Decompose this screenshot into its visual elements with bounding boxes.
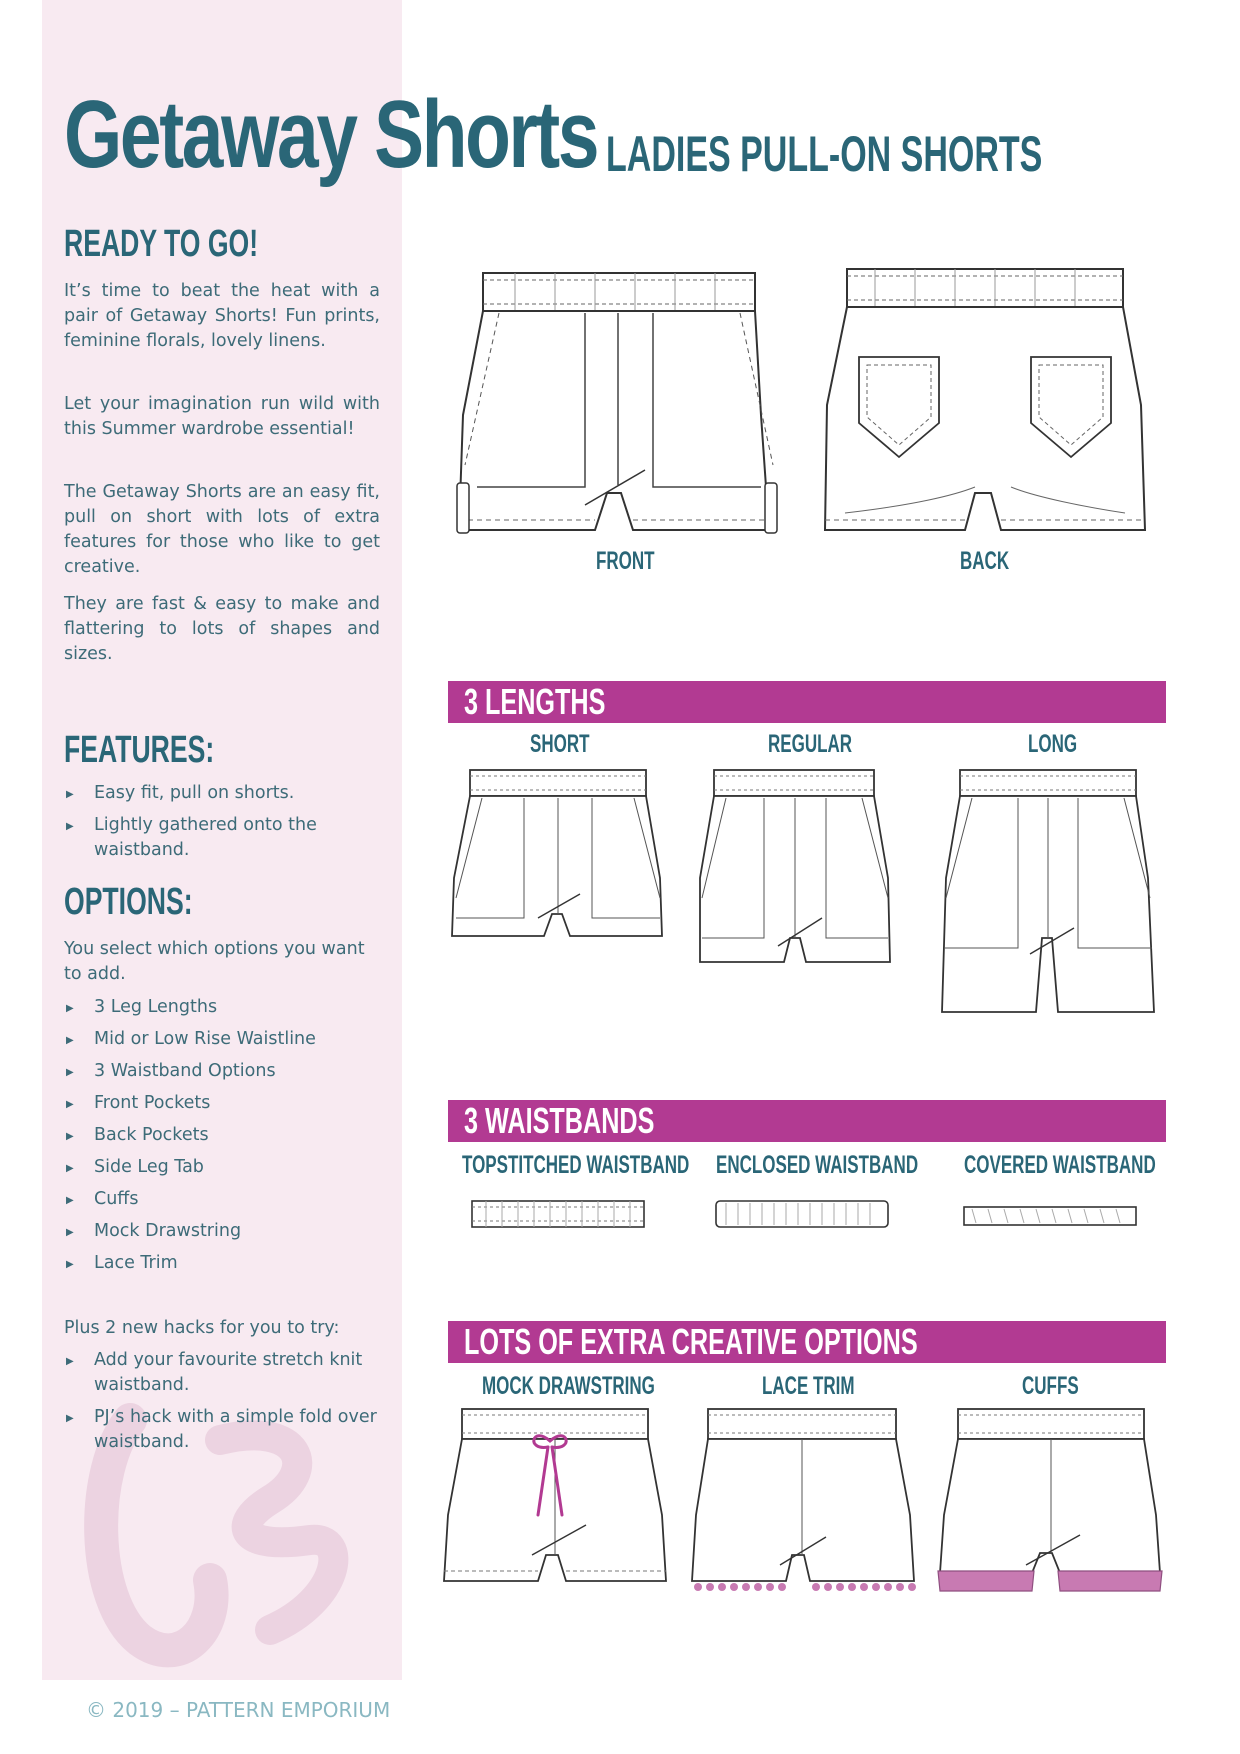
options-item: ▶ Mock Drawstring xyxy=(64,1219,384,1244)
cuff-left-icon xyxy=(938,1571,1034,1591)
copyright-footer: © 2019 – PATTERN EMPORIUM xyxy=(86,1698,391,1722)
waistband-label-enclosed: ENCLOSED WAISTBAND xyxy=(716,1151,919,1179)
length-label-long: LONG xyxy=(1028,730,1078,758)
options-item: ▶ Side Leg Tab xyxy=(64,1155,384,1180)
front-label: FRONT xyxy=(596,547,655,575)
shorts-short-drawing xyxy=(448,768,668,944)
ready-paragraph-2: Let your imagination run wild with this Summer wardrobe essential! xyxy=(64,394,380,439)
length-label-short: SHORT xyxy=(530,730,590,758)
extras-banner xyxy=(448,1321,1166,1363)
waistbands-heading: 3 WAISTBANDS xyxy=(464,1100,655,1141)
page-title: Getaway Shorts xyxy=(64,81,598,188)
page-subtitle: LADIES PULL-ON SHORTS xyxy=(606,126,1043,182)
lengths-banner xyxy=(448,681,1166,723)
options-item: ▶ Back Pockets xyxy=(64,1123,384,1148)
extra-label-cuffs: CUFFS xyxy=(1022,1372,1079,1400)
features-item: ▶ Easy fit, pull on shorts. xyxy=(64,781,384,806)
shorts-mock-drawstring-drawing xyxy=(440,1405,670,1590)
options-item: ▶ Lace Trim xyxy=(64,1251,384,1276)
options-item: ▶ Front Pockets xyxy=(64,1091,384,1116)
features-item: ▶ Lightly gathered onto the waistband. xyxy=(64,813,384,863)
shorts-cuffs-drawing xyxy=(934,1405,1168,1595)
options-list xyxy=(64,995,384,1276)
cuff-right-icon xyxy=(1058,1571,1162,1591)
options-heading: OPTIONS: xyxy=(64,881,193,923)
shorts-long-drawing xyxy=(938,768,1158,1020)
shorts-back-drawing xyxy=(815,265,1155,545)
lace-trim-icon xyxy=(694,1583,916,1591)
hacks-item: ▶ PJ’s hack with a simple fold over waistband. xyxy=(64,1405,384,1455)
waistband-label-covered: COVERED WAISTBAND xyxy=(964,1151,1156,1179)
waistband-label-topstitched: TOPSTITCHED WAISTBAND xyxy=(462,1151,690,1179)
features-heading: FEATURES: xyxy=(64,729,215,771)
waistbands-banner xyxy=(448,1100,1166,1142)
waistband-topstitched-drawing xyxy=(470,1199,646,1229)
hacks-list xyxy=(64,1348,384,1455)
shorts-front-drawing xyxy=(455,265,785,545)
ready-heading: READY TO GO! xyxy=(64,223,259,265)
options-intro: You select which options you want to add. xyxy=(64,939,365,984)
back-label: BACK xyxy=(960,547,1010,575)
extras-heading: LOTS OF EXTRA CREATIVE OPTIONS xyxy=(464,1321,918,1362)
options-item: ▶ 3 Leg Lengths xyxy=(64,995,384,1020)
extra-label-mock-drawstring: MOCK DRAWSTRING xyxy=(482,1372,655,1400)
options-item: ▶ Mid or Low Rise Waistline xyxy=(64,1027,384,1052)
options-item: ▶ Cuffs xyxy=(64,1187,384,1212)
waistband-covered-drawing xyxy=(962,1205,1138,1227)
features-list xyxy=(64,781,384,863)
lengths-heading: 3 LENGTHS xyxy=(464,681,606,722)
shorts-regular-drawing xyxy=(694,768,894,968)
waistband-enclosed-drawing xyxy=(714,1199,890,1229)
length-label-regular: REGULAR xyxy=(768,730,853,758)
hacks-item: ▶ Add your favourite stretch knit waistband. xyxy=(64,1348,384,1398)
ready-paragraph-1: It’s time to beat the heat with a pair of Getaway Shorts! Fun prints, feminine florals, lovely linens. xyxy=(64,281,380,351)
ready-paragraph-4: They are fast & easy to make and flattering to lots of shapes and sizes. xyxy=(64,594,380,664)
options-item: ▶ 3 Waistband Options xyxy=(64,1059,384,1084)
extra-label-lace-trim: LACE TRIM xyxy=(762,1372,855,1400)
hacks-intro: Plus 2 new hacks for you to try: xyxy=(64,1318,340,1338)
shorts-lace-trim-drawing xyxy=(688,1405,918,1595)
ready-paragraph-3: The Getaway Shorts are an easy fit, pull on short with lots of extra features for those who like to get creative. xyxy=(64,482,380,577)
